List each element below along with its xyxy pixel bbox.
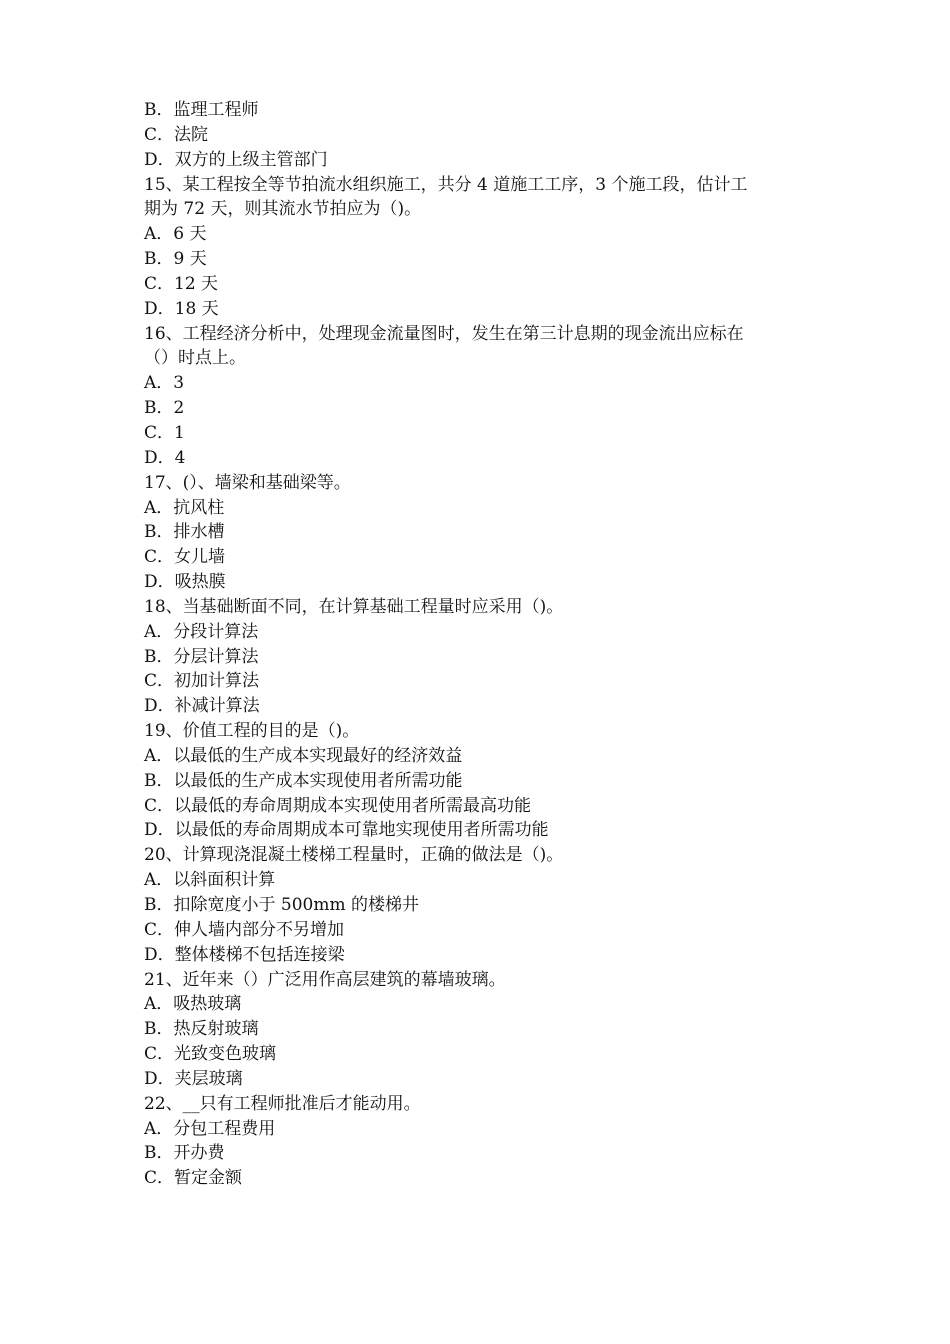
answer-option: B．以最低的生产成本实现使用者所需功能 bbox=[144, 770, 463, 791]
question-text-line: 19、价值工程的目的是（)。 bbox=[144, 721, 360, 742]
question-text-line: 期为 72 天，则其流水节拍应为（)。 bbox=[144, 199, 422, 220]
question-text-line: 21、近年来（）广泛用作高层建筑的幕墙玻璃。 bbox=[144, 969, 506, 990]
question-text-line: 16、工程经济分析中，处理现金流量图时，发生在第三计息期的现金流出应标在 bbox=[144, 323, 744, 344]
answer-option: D．18 天 bbox=[144, 298, 219, 319]
answer-option: C．光致变色玻璃 bbox=[144, 1044, 277, 1065]
answer-option: C．女儿墙 bbox=[144, 547, 226, 568]
answer-option: D．夹层玻璃 bbox=[144, 1068, 243, 1089]
answer-option: B．分层计算法 bbox=[144, 646, 259, 667]
answer-option: A．以最低的生产成本实现最好的经济效益 bbox=[144, 745, 463, 766]
answer-option: C．以最低的寿命周期成本实现使用者所需最高功能 bbox=[144, 795, 532, 816]
answer-option: C．1 bbox=[144, 422, 185, 443]
question-text-line: 22、__只有工程师批准后才能动用。 bbox=[144, 1093, 421, 1114]
answer-option: D．双方的上级主管部门 bbox=[144, 149, 328, 170]
answer-option: D．整体楼梯不包括连接梁 bbox=[144, 944, 345, 965]
answer-option: C．伸人墙内部分不另增加 bbox=[144, 919, 345, 940]
answer-option: B．扣除宽度小于 500mm 的楼梯井 bbox=[144, 895, 419, 915]
answer-option: D．4 bbox=[144, 447, 186, 468]
answer-option: C．暂定金额 bbox=[144, 1168, 243, 1189]
question-text-line: 15、某工程按全等节拍流水组织施工，共分 4 道施工工序，3 个施工段，估计工 bbox=[144, 174, 748, 195]
question-text-line: 17、(）、墙梁和基础梁等。 bbox=[144, 472, 351, 493]
answer-option: C．法院 bbox=[144, 124, 209, 145]
question-list bbox=[144, 98, 810, 1191]
answer-option: A．3 bbox=[144, 373, 185, 394]
answer-option: D．以最低的寿命周期成本可靠地实现使用者所需功能 bbox=[144, 820, 549, 841]
answer-option: B．2 bbox=[144, 398, 185, 419]
answer-option: A．分包工程费用 bbox=[144, 1118, 276, 1139]
answer-option: C．12 天 bbox=[144, 273, 219, 294]
answer-option: B．9 天 bbox=[144, 249, 207, 270]
answer-option: D．吸热膜 bbox=[144, 572, 226, 593]
answer-option: B．监理工程师 bbox=[144, 100, 259, 120]
answer-option: B．热反射玻璃 bbox=[144, 1019, 259, 1040]
answer-option: B．排水槽 bbox=[144, 522, 225, 543]
question-text-line: （）时点上。 bbox=[144, 348, 246, 369]
answer-option: A．以斜面积计算 bbox=[144, 870, 276, 891]
answer-option: A．抗风柱 bbox=[144, 497, 225, 518]
answer-option: B．开办费 bbox=[144, 1143, 225, 1164]
answer-option: A．分段计算法 bbox=[144, 621, 259, 642]
answer-option: D．补减计算法 bbox=[144, 696, 260, 717]
question-text-line: 20、计算现浇混凝土楼梯工程量时，正确的做法是（)。 bbox=[144, 845, 564, 866]
answer-option: A．6 天 bbox=[144, 224, 207, 245]
answer-option: C．初加计算法 bbox=[144, 671, 260, 692]
question-text-line: 18、当基础断面不同，在计算基础工程量时应采用（)。 bbox=[144, 596, 564, 617]
answer-option: A．吸热玻璃 bbox=[144, 994, 242, 1015]
